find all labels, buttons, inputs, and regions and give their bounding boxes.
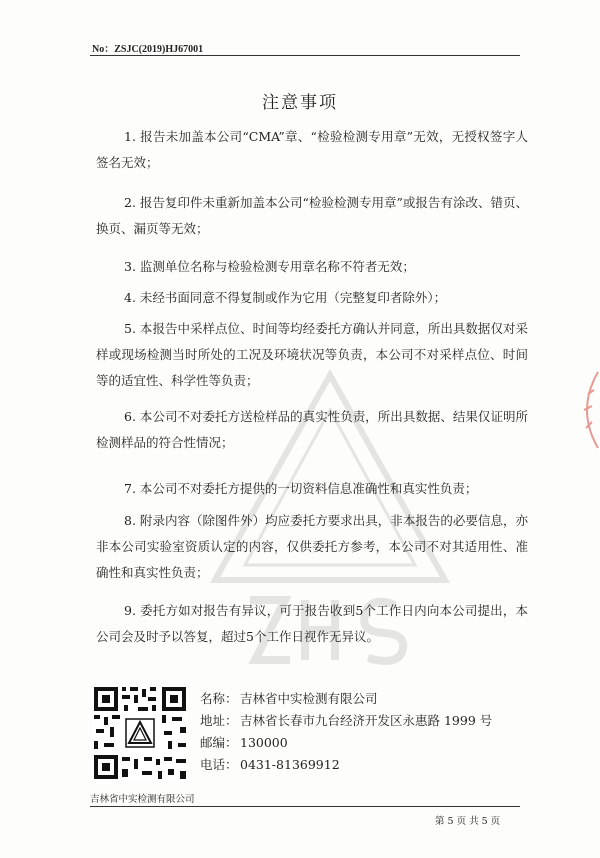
- contact-info: [200, 688, 520, 776]
- footer-company: 吉林省中实检测有限公司: [90, 794, 195, 805]
- document-number: No：ZSJC(2019)HJ67001: [92, 44, 204, 55]
- note-item-7: 7. 本公司不对委托方提供的一切资料信息准确性和真实性负责；: [124, 481, 478, 496]
- header-divider: [90, 55, 520, 56]
- contact-phone-row: [200, 754, 520, 776]
- note-item-4: 4. 未经书面同意不得复制或作为它用（完整复印者除外）；: [124, 290, 447, 305]
- contact-phone-label: 电话：: [200, 757, 238, 772]
- contact-postcode-value: 130000: [240, 735, 288, 750]
- note-item-1: 1. 报告未加盖本公司“CMA”章、“检验检测专用章”无效，无授权签字人签名无效；: [96, 129, 528, 170]
- footer-divider: [90, 806, 520, 807]
- note-item-2: 2. 报告复印件未重新加盖本公司“检验检测专用章”或报告有涂改、错页、换页、漏页等无效；: [96, 195, 528, 236]
- note-item-3: 3. 监测单位名称与检验检测专用章名称不符者无效；: [124, 259, 415, 274]
- note-item-9: 9. 委托方如对报告有异议，可于报告收到5个工作日内向本公司提出，本公司会及时予以答复，超过5个工作日视作无异议。: [96, 603, 528, 644]
- contact-postcode-row: [200, 732, 520, 754]
- page-number: 第 5 页 共 5 页: [435, 816, 501, 827]
- contact-address-value: 吉林省长春市九台经济开发区永惠路 1999 号: [240, 713, 493, 728]
- contact-name-row: [200, 688, 520, 710]
- note-item-6: 6. 本公司不对委托方送检样品的真实性负责，所出具数据、结果仅证明所检测样品的符合性情况；: [96, 409, 528, 450]
- contact-name-label: 名称：: [200, 691, 238, 706]
- note-item-8: 8. 附录内容（除图件外）均应委托方要求出具，非本报告的必要信息，亦非本公司实验室资质认定的内容，仅供委托方参考，本公司不对其适用性、准确性和真实性负责；: [96, 513, 528, 580]
- note-item-5: 5. 本报告中采样点位、时间等均经委托方确认并同意，所出具数据仅对采样或现场检测当时所处的工况及环境状况等负责，本公司不对采样点位、时间等的适宜性、科学性等负责；: [96, 321, 528, 388]
- seal-stamp-icon: [570, 370, 600, 450]
- contact-address-label: 地址：: [200, 713, 238, 728]
- contact-postcode-label: 邮编：: [200, 735, 238, 750]
- contact-address-row: [200, 710, 520, 732]
- qr-code-icon: [92, 685, 188, 781]
- contact-name-value: 吉林省中实检测有限公司: [240, 691, 378, 706]
- page-title: 注意事项: [262, 93, 338, 113]
- contact-phone-value: 0431-81369912: [240, 757, 340, 772]
